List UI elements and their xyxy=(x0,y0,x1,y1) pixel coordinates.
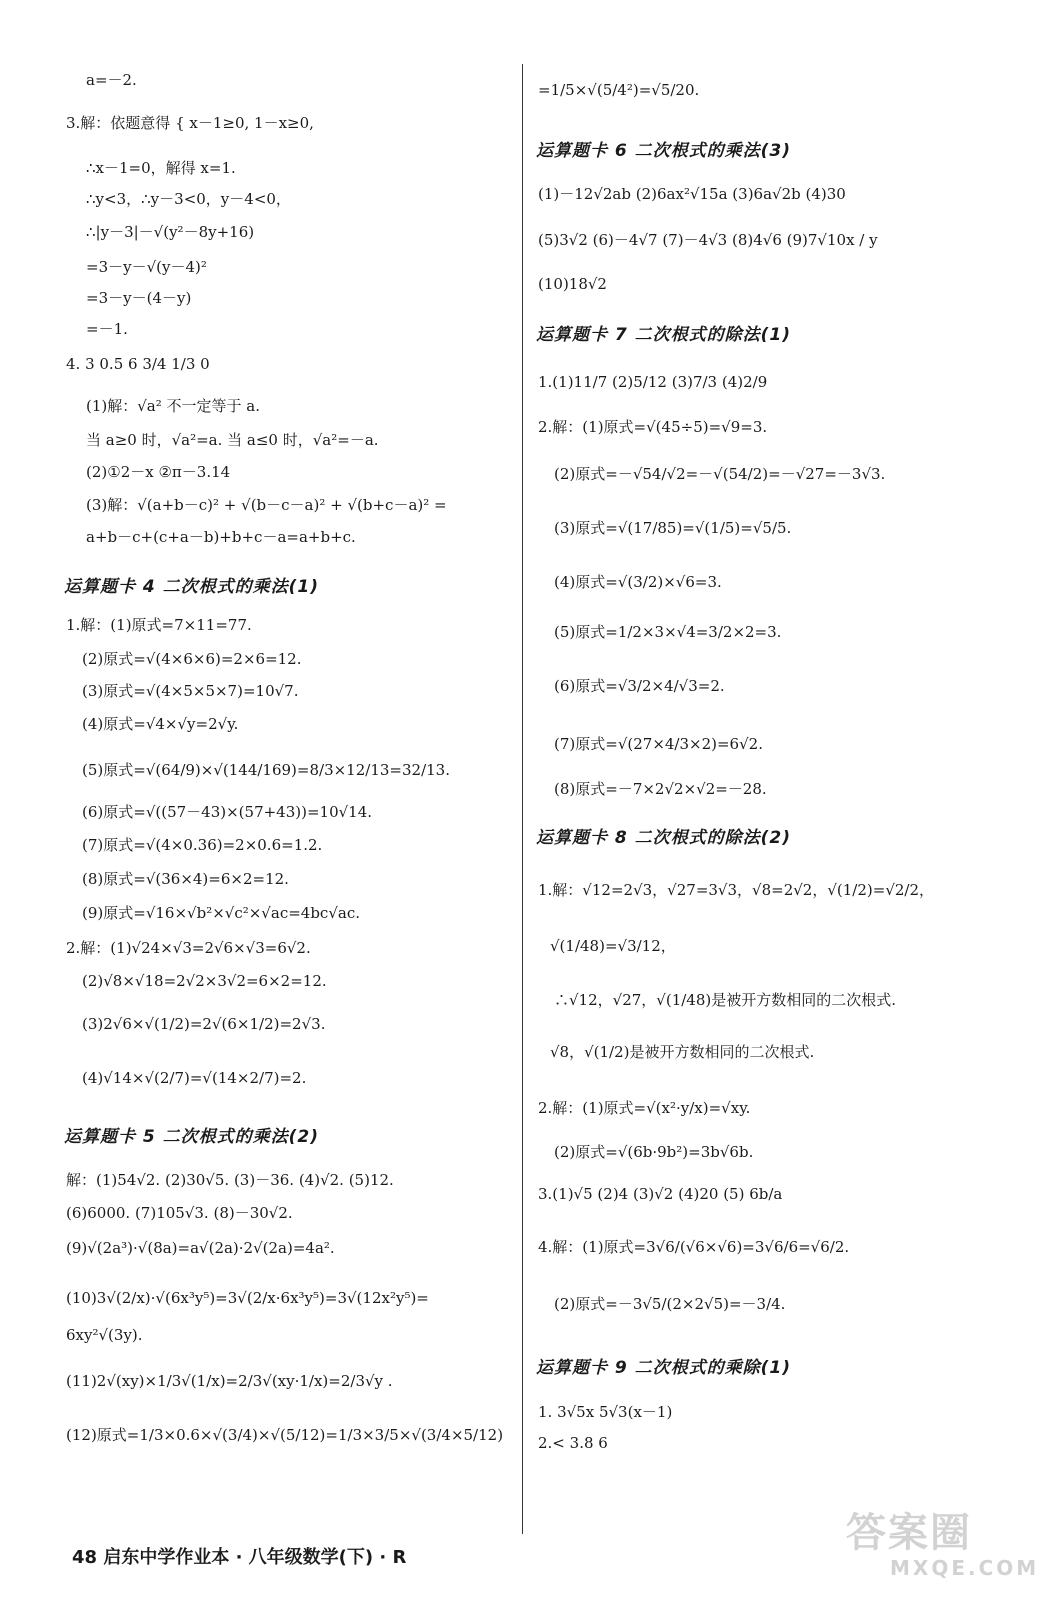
watermark-url: MXQE.COM xyxy=(890,1556,1040,1580)
watermark xyxy=(846,1510,1040,1588)
text-line: 2.< 3.8 6 xyxy=(538,1434,608,1452)
text-line: (6)6000. (7)105√3. (8)－30√2. xyxy=(66,1204,293,1222)
text-line: (3)原式=√(17/85)=√(1/5)=√5/5. xyxy=(554,519,792,537)
text-line: 2.解：(1)原式=√(x²·y/x)=√xy. xyxy=(538,1099,751,1117)
text-line: (8)原式=√(36×4)=6×2=12. xyxy=(82,870,289,888)
column-divider xyxy=(522,64,523,1534)
text-line: 3.解：依题意得 { x－1≥0, 1－x≥0, xyxy=(66,114,314,132)
text-line: (5)原式=√(64/9)×√(144/169)=8/3×12/13=32/13. xyxy=(82,761,450,779)
text-line: (7)原式=√(27×4/3×2)=6√2. xyxy=(554,735,763,753)
text-line: ∴|y－3|－√(y²－8y+16) xyxy=(86,223,255,241)
section-title-card-4: 运算题卡 4 二次根式的乘法(1) xyxy=(64,577,320,597)
text-line: (4)原式=√(3/2)×√6=3. xyxy=(554,573,722,591)
section-title-card-8: 运算题卡 8 二次根式的除法(2) xyxy=(536,828,792,848)
text-line: √8，√(1/2)是被开方数相同的二次根式. xyxy=(550,1043,815,1061)
section-title-card-7: 运算题卡 7 二次根式的除法(1) xyxy=(536,325,792,345)
text-line: 2.解：(1)原式=√(45÷5)=√9=3. xyxy=(538,418,768,436)
text-line: ∴x－1=0，解得 x=1. xyxy=(86,159,236,177)
text-line: (1)解：√a² 不一定等于 a. xyxy=(86,397,261,415)
text-line: 2.解：(1)√24×√3=2√6×√3=6√2. xyxy=(66,939,311,957)
section-title-card-6: 运算题卡 6 二次根式的乘法(3) xyxy=(536,141,792,161)
text-line: (10)18√2 xyxy=(538,275,607,293)
text-line: 3.(1)√5 (2)4 (3)√2 (4)20 (5) 6b/a xyxy=(538,1185,783,1203)
text-line: (2)①2－x ②π－3.14 xyxy=(86,463,231,481)
text-line: 6xy²√(3y). xyxy=(66,1326,143,1344)
text-line: ∴√12，√27，√(1/48)是被开方数相同的二次根式. xyxy=(554,991,897,1009)
section-title-card-5: 运算题卡 5 二次根式的乘法(2) xyxy=(64,1127,320,1147)
text-line: a=－2. xyxy=(86,71,137,89)
text-line: 4.解：(1)原式=3√6/(√6×√6)=3√6/6=√6/2. xyxy=(538,1238,850,1256)
text-line: (8)原式=－7×2√2×√2=－28. xyxy=(554,780,767,798)
text-line: (12)原式=1/3×0.6×√(3/4)×√(5/12)=1/3×3/5×√(3/4×5/12) xyxy=(66,1426,504,1444)
text-line: (6)原式=√3/2×4/√3=2. xyxy=(554,677,725,695)
text-line: =3－y－√(y－4)² xyxy=(86,258,207,276)
text-line: (3)2√6×√(1/2)=2√(6×1/2)=2√3. xyxy=(82,1015,326,1033)
text-line: (2)原式=√(4×6×6)=2×6=12. xyxy=(82,650,302,668)
text-line: 解：(1)54√2. (2)30√5. (3)－36. (4)√2. (5)12. xyxy=(66,1171,394,1189)
text-line: (3)原式=√(4×5×5×7)=10√7. xyxy=(82,682,299,700)
text-line: (9)√(2a³)·√(8a)=a√(2a)·2√(2a)=4a². xyxy=(66,1239,335,1257)
text-line: (6)原式=√((57－43)×(57+43))=10√14. xyxy=(82,803,373,821)
text-line: (1)－12√2ab (2)6ax²√15a (3)6a√2b (4)30 xyxy=(538,185,846,203)
text-line: (2)原式=√(6b·9b²)=3b√6b. xyxy=(554,1143,754,1161)
page-footer: 48 启东中学作业本 · 八年级数学(下) · R xyxy=(72,1547,407,1568)
text-line: (5)原式=1/2×3×√4=3/2×2=3. xyxy=(554,623,782,641)
watermark-logo-text: 答案圈 xyxy=(846,1510,972,1556)
text-line: =－1. xyxy=(86,320,128,338)
text-line: (4)原式=√4×√y=2√y. xyxy=(82,715,239,733)
text-line: 当 a≥0 时，√a²=a. 当 a≤0 时，√a²=－a. xyxy=(86,431,379,449)
text-line: (7)原式=√(4×0.36)=2×0.6=1.2. xyxy=(82,836,323,854)
text-line: (4)√14×√(2/7)=√(14×2/7)=2. xyxy=(82,1069,307,1087)
text-line: 1.解：(1)原式=7×11=77. xyxy=(66,616,252,634)
text-line: (2)√8×√18=2√2×3√2=6×2=12. xyxy=(82,972,327,990)
text-line: (2)原式=－√54/√2=－√(54/2)=－√27=－3√3. xyxy=(554,465,886,483)
text-line: a+b－c+(c+a－b)+b+c－a=a+b+c. xyxy=(86,528,356,546)
text-line: 4. 3 0.5 6 3/4 1/3 0 xyxy=(66,355,210,373)
text-line: (10)3√(2/x)·√(6x³y⁵)=3√(2/x·6x³y⁵)=3√(12x²y⁵)= xyxy=(66,1289,429,1307)
text-line: (2)原式=－3√5/(2×2√5)=－3/4. xyxy=(554,1295,786,1313)
text-line: =3－y－(4－y) xyxy=(86,289,192,307)
text-line: (9)原式=√16×√b²×√c²×√ac=4bc√ac. xyxy=(82,904,360,922)
text-line: (3)解：√(a+b－c)² + √(b－c－a)² + √(b+c－a)² = xyxy=(86,496,447,514)
text-line: √(1/48)=√3/12， xyxy=(550,937,676,955)
text-line: =1/5×√(5/4²)=√5/20. xyxy=(538,81,700,99)
text-line: (11)2√(xy)×1/3√(1/x)=2/3√(xy·1/x)=2/3√y . xyxy=(66,1372,393,1390)
text-line: 1.解：√12=2√3，√27=3√3，√8=2√2，√(1/2)=√2/2， xyxy=(538,881,935,899)
text-line: (5)3√2 (6)－4√7 (7)－4√3 (8)4√6 (9)7√10x / y xyxy=(538,231,878,249)
section-title-card-9: 运算题卡 9 二次根式的乘除(1) xyxy=(536,1358,792,1378)
text-line: 1. 3√5x 5√3(x－1) xyxy=(538,1403,673,1421)
text-line: 1.(1)11/7 (2)5/12 (3)7/3 (4)2/9 xyxy=(538,373,768,391)
text-line: ∴y<3，∴y－3<0，y－4<0， xyxy=(86,190,291,208)
